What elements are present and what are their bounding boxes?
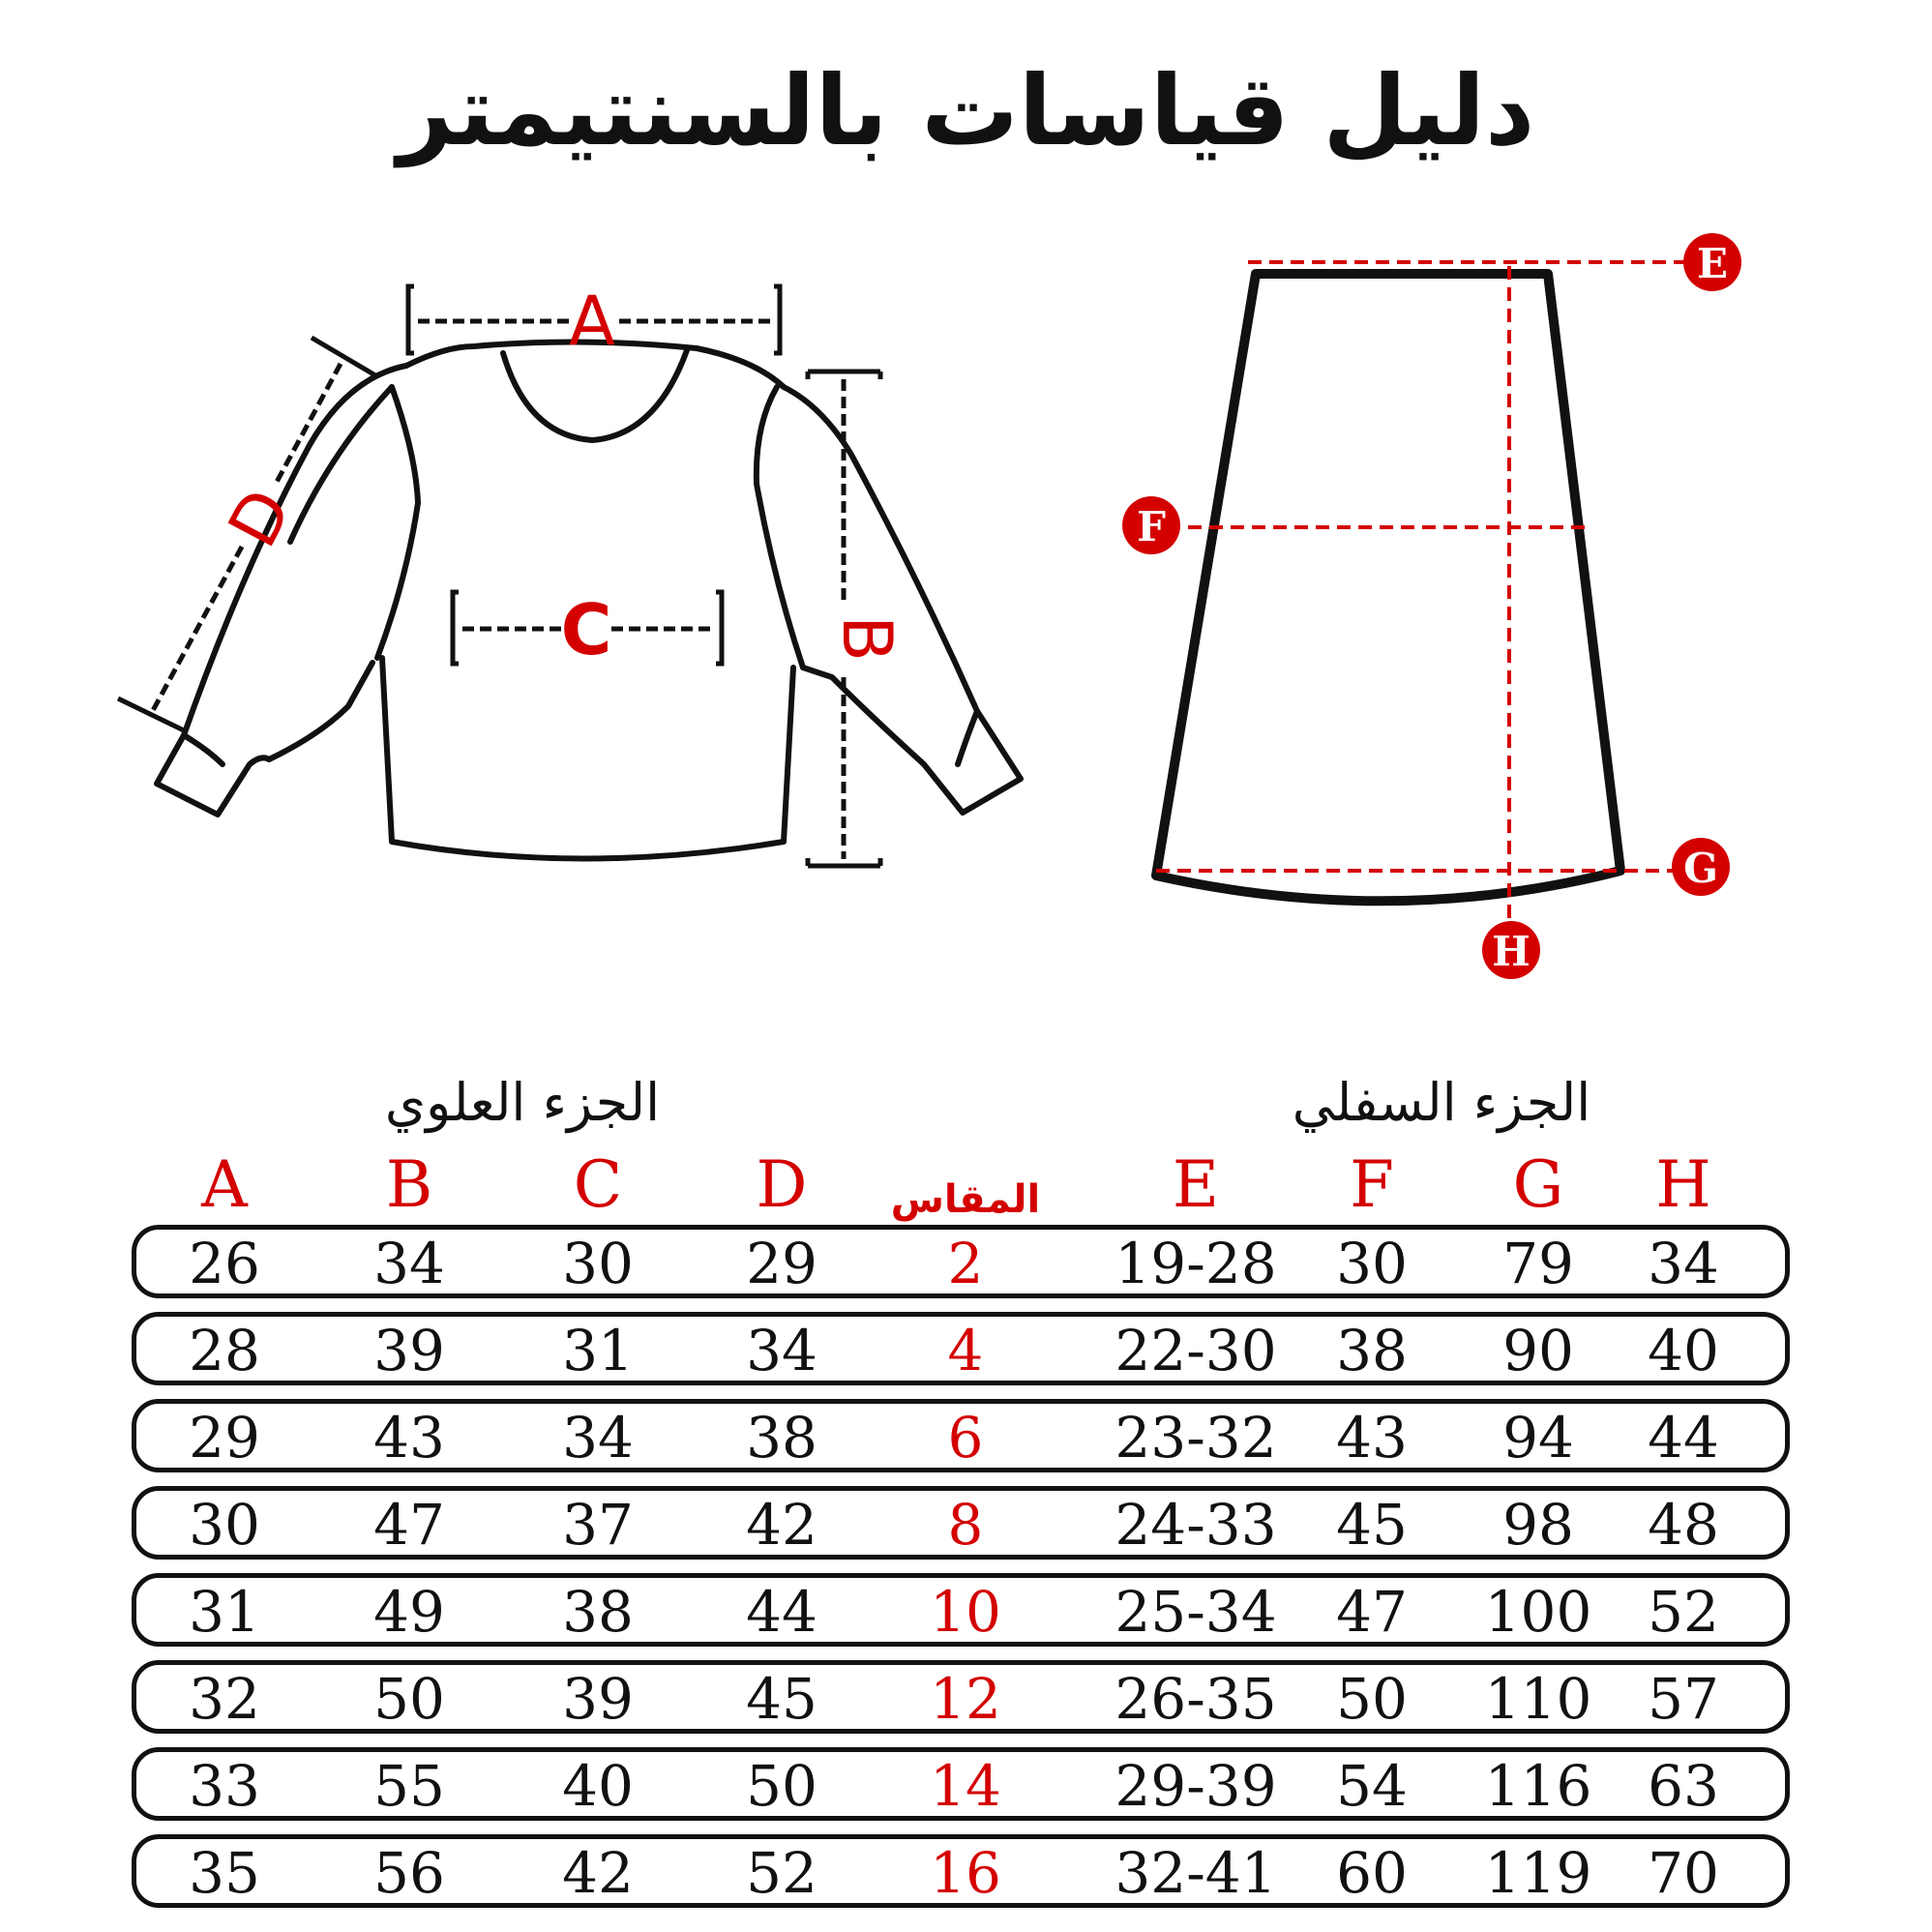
cell-size: 4 bbox=[947, 1318, 984, 1383]
marker-h bbox=[1482, 921, 1540, 979]
cell-e: 26-35 bbox=[1115, 1666, 1277, 1732]
cell-e: 24-33 bbox=[1115, 1492, 1277, 1558]
cell-f: 60 bbox=[1336, 1840, 1408, 1906]
cell-e: 25-34 bbox=[1115, 1579, 1277, 1645]
cell-c: 31 bbox=[562, 1318, 634, 1383]
cell-b: 55 bbox=[373, 1753, 445, 1819]
cell-a: 31 bbox=[189, 1579, 260, 1645]
cell-e: 19-28 bbox=[1115, 1231, 1277, 1296]
table-row bbox=[132, 1399, 1790, 1472]
cell-d: 45 bbox=[746, 1666, 817, 1732]
cell-h: 40 bbox=[1648, 1318, 1719, 1383]
header-a: A bbox=[201, 1147, 248, 1222]
table-row bbox=[132, 1834, 1790, 1908]
cell-d: 29 bbox=[746, 1231, 817, 1296]
table-row bbox=[132, 1312, 1790, 1385]
cell-c: 30 bbox=[562, 1231, 634, 1296]
cell-e: 23-32 bbox=[1115, 1405, 1277, 1471]
cell-b: 43 bbox=[373, 1405, 445, 1471]
header-size: المقاس bbox=[890, 1177, 1041, 1222]
cell-h: 44 bbox=[1648, 1405, 1719, 1471]
cell-a: 29 bbox=[189, 1405, 260, 1471]
cell-a: 28 bbox=[189, 1318, 260, 1383]
cell-a: 32 bbox=[189, 1666, 260, 1732]
cell-d: 42 bbox=[746, 1492, 817, 1558]
cell-g: 110 bbox=[1484, 1666, 1592, 1732]
skirt-illustration bbox=[1156, 274, 1620, 901]
cell-a: 30 bbox=[189, 1492, 260, 1558]
cell-d: 44 bbox=[746, 1579, 817, 1645]
cell-g: 90 bbox=[1502, 1318, 1574, 1383]
cell-c: 40 bbox=[562, 1753, 634, 1819]
cell-h: 63 bbox=[1648, 1753, 1719, 1819]
cell-c: 37 bbox=[562, 1492, 634, 1558]
cell-size: 10 bbox=[930, 1579, 1001, 1645]
svg-text:E: E bbox=[1696, 240, 1729, 287]
cell-f: 47 bbox=[1336, 1579, 1408, 1645]
cell-h: 34 bbox=[1648, 1231, 1719, 1296]
cell-size: 2 bbox=[947, 1231, 984, 1296]
table-row bbox=[132, 1660, 1790, 1734]
svg-text:G: G bbox=[1683, 845, 1718, 892]
section-title-bottom: الجزء السفلي bbox=[1292, 1072, 1591, 1133]
cell-b: 34 bbox=[373, 1231, 445, 1296]
cell-c: 38 bbox=[562, 1579, 634, 1645]
cell-h: 48 bbox=[1648, 1492, 1719, 1558]
cell-size: 16 bbox=[930, 1840, 1001, 1906]
label-a: A bbox=[569, 282, 615, 361]
marker-g bbox=[1672, 838, 1730, 896]
header-f: F bbox=[1350, 1147, 1394, 1222]
cell-size: 14 bbox=[930, 1753, 1001, 1819]
header-c: C bbox=[573, 1147, 623, 1222]
cell-e: 32-41 bbox=[1115, 1840, 1277, 1906]
label-b: B bbox=[827, 614, 907, 663]
cell-d: 52 bbox=[746, 1840, 817, 1906]
cell-b: 50 bbox=[373, 1666, 445, 1732]
cell-size: 12 bbox=[930, 1666, 1001, 1732]
cell-f: 50 bbox=[1336, 1666, 1408, 1732]
header-d: D bbox=[756, 1147, 808, 1222]
cell-f: 43 bbox=[1336, 1405, 1408, 1471]
cell-h: 52 bbox=[1648, 1579, 1719, 1645]
cell-c: 39 bbox=[562, 1666, 634, 1732]
cell-d: 50 bbox=[746, 1753, 817, 1819]
cell-b: 39 bbox=[373, 1318, 445, 1383]
cell-d: 34 bbox=[746, 1318, 817, 1383]
header-e: E bbox=[1172, 1147, 1220, 1222]
cell-size: 8 bbox=[947, 1492, 984, 1558]
cell-e: 22-30 bbox=[1115, 1318, 1277, 1383]
cell-h: 57 bbox=[1648, 1666, 1719, 1732]
page-title: دليل قياسات بالسنتيمتر bbox=[397, 54, 1535, 167]
cell-a: 35 bbox=[189, 1840, 260, 1906]
cell-c: 42 bbox=[562, 1840, 634, 1906]
svg-text:F: F bbox=[1137, 503, 1166, 550]
section-title-top: الجزء العلوي bbox=[384, 1072, 661, 1133]
cell-d: 38 bbox=[746, 1405, 817, 1471]
marker-e bbox=[1683, 233, 1741, 291]
cell-h: 70 bbox=[1648, 1840, 1719, 1906]
cell-g: 98 bbox=[1502, 1492, 1574, 1558]
header-g: G bbox=[1512, 1147, 1564, 1222]
header-b: B bbox=[385, 1147, 433, 1222]
cell-a: 26 bbox=[189, 1231, 260, 1296]
table-row bbox=[132, 1573, 1790, 1647]
cell-f: 54 bbox=[1336, 1753, 1408, 1819]
cell-g: 116 bbox=[1484, 1753, 1592, 1819]
cell-f: 30 bbox=[1336, 1231, 1408, 1296]
label-d: D bbox=[213, 476, 308, 560]
label-c: C bbox=[560, 589, 612, 670]
svg-text:H: H bbox=[1492, 928, 1531, 975]
table-row bbox=[132, 1747, 1790, 1821]
cell-g: 79 bbox=[1502, 1231, 1574, 1296]
table-row bbox=[132, 1486, 1790, 1560]
header-h: H bbox=[1655, 1147, 1711, 1222]
cell-c: 34 bbox=[562, 1405, 634, 1471]
cell-a: 33 bbox=[189, 1753, 260, 1819]
cell-b: 56 bbox=[373, 1840, 445, 1906]
marker-f bbox=[1122, 496, 1180, 554]
cell-f: 38 bbox=[1336, 1318, 1408, 1383]
cell-b: 49 bbox=[373, 1579, 445, 1645]
cell-g: 100 bbox=[1484, 1579, 1592, 1645]
cell-b: 47 bbox=[373, 1492, 445, 1558]
cell-f: 45 bbox=[1336, 1492, 1408, 1558]
cell-e: 29-39 bbox=[1115, 1753, 1277, 1819]
cell-g: 94 bbox=[1502, 1405, 1574, 1471]
cell-size: 6 bbox=[947, 1405, 984, 1471]
table-row bbox=[132, 1225, 1790, 1298]
cell-g: 119 bbox=[1484, 1840, 1592, 1906]
